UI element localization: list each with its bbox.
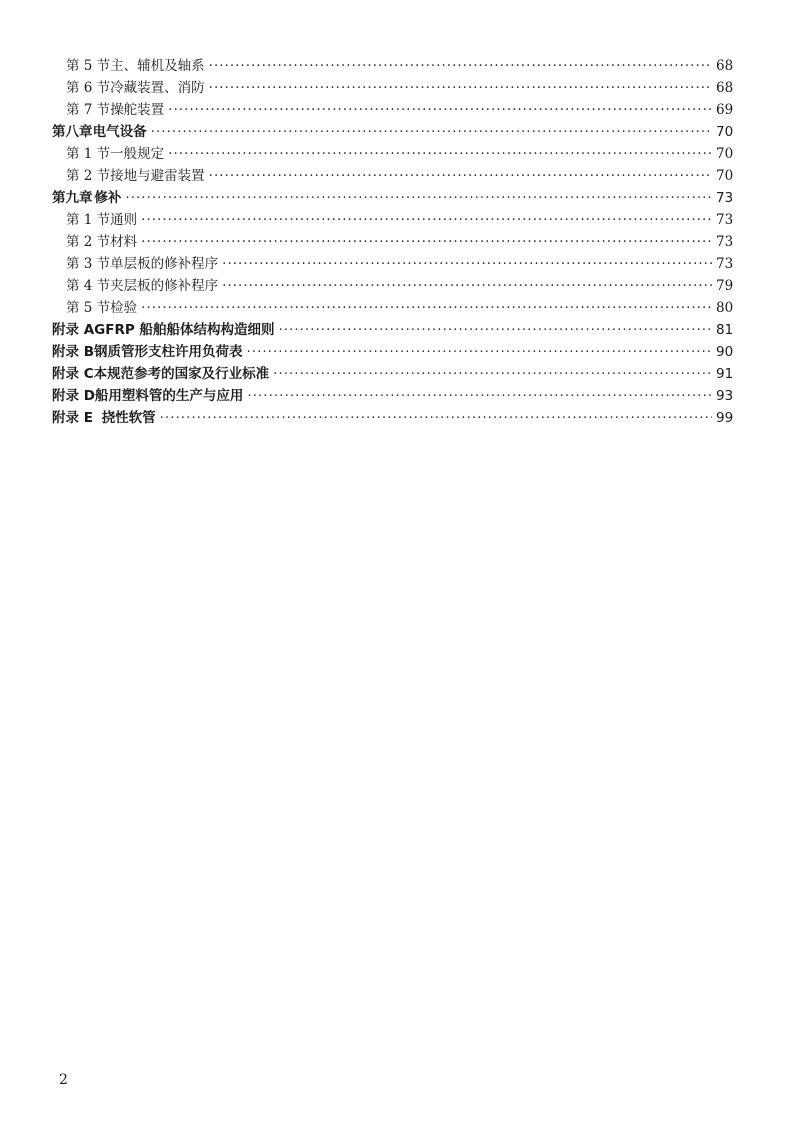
dot-leader [141,297,712,319]
toc-entry-title: 电气设备 [92,124,147,140]
dot-leader [151,121,712,143]
toc-entry-title: 钢质管形支柱许用负荷表 [94,344,243,360]
toc-entry-number: 第 2 节 [66,234,111,250]
toc-section-row[interactable] [52,77,732,99]
toc-entry-number: 附录 A [52,322,95,338]
toc-entry-title: GFRP 船舶船体结构构造细则 [94,322,275,338]
toc-appendix-row[interactable] [52,319,732,341]
dot-leader [141,209,712,231]
toc-entry-title: 夹层板的修补程序 [110,278,219,294]
toc-entry-page: 68 [716,58,734,74]
toc-entry-title: 检验 [110,300,138,316]
toc-entry-page: 73 [716,256,734,272]
page-number: 2 [59,1072,68,1088]
toc-entry-page: 93 [716,388,734,404]
dot-leader [209,165,712,187]
toc-entry-number: 附录 E [52,410,93,426]
toc-appendix-row[interactable] [52,385,732,407]
toc-section-row[interactable] [52,275,732,297]
toc-appendix-row[interactable] [52,407,732,429]
toc-section-row[interactable] [52,297,732,319]
toc-section-row[interactable] [52,143,732,165]
toc-entry-page: 70 [716,124,734,140]
toc-entry-title: 一般规定 [110,146,165,162]
toc-entry-number: 第 1 节 [66,212,111,228]
toc-section-row[interactable] [52,165,732,187]
toc-entry-page: 73 [716,212,734,228]
toc-entry-page: 81 [716,322,734,338]
toc-entry-page: 70 [716,146,734,162]
dot-leader [125,187,712,209]
toc-section-row[interactable] [52,55,732,77]
toc-entry-page: 73 [716,190,734,206]
dot-leader [168,143,712,165]
dot-leader [247,385,712,407]
dot-leader [141,231,712,253]
dot-leader [247,341,713,363]
toc-appendix-row[interactable] [52,363,732,385]
toc-section-row[interactable] [52,99,732,121]
toc-entry-page: 70 [716,168,734,184]
toc-entry-number: 第 7 节 [66,102,111,118]
dot-leader [222,275,712,297]
toc-entry-page: 90 [716,344,734,360]
toc-entry-number: 附录 D [52,388,95,404]
toc-entry-number: 第 3 节 [66,256,111,272]
toc-entry-page: 69 [716,102,734,118]
toc-entry-page: 80 [716,300,734,316]
toc-entry-page: 79 [716,278,734,294]
dot-leader [209,55,712,77]
toc-entry-number: 附录 B [52,344,94,360]
dot-leader [273,363,712,385]
toc-entry-number: 第 5 节 [66,58,111,74]
dot-leader [222,253,712,275]
dot-leader [160,407,712,429]
toc-entry-number: 第 6 节 [66,80,111,96]
toc-entry-number: 附录 C [52,366,94,382]
table-of-contents [52,55,732,429]
toc-entry-number: 第 2 节 [66,168,111,184]
toc-entry-title: 船用塑料管的生产与应用 [94,388,244,404]
toc-chapter-row[interactable] [52,187,732,209]
toc-entry-number: 第八章 [52,124,93,140]
toc-entry-title: 通则 [110,212,138,228]
toc-entry-title: 本规范参考的国家及行业标准 [93,366,270,382]
toc-entry-number: 第 5 节 [66,300,111,316]
dot-leader [209,77,712,99]
toc-section-row[interactable] [52,253,732,275]
toc-entry-title: 单层板的修补程序 [110,256,219,272]
toc-entry-title: 接地与避雷装置 [110,168,205,184]
toc-entry-title: 主、辅机及轴系 [110,58,205,74]
toc-section-row[interactable] [52,209,732,231]
toc-appendix-row[interactable] [52,341,732,363]
dot-leader [168,99,712,121]
toc-entry-title: 冷藏装置、消防 [110,80,205,96]
toc-section-row[interactable] [52,231,732,253]
toc-entry-page: 68 [716,80,734,96]
toc-entry-number: 第 4 节 [66,278,111,294]
toc-entry-number: 第 1 节 [66,146,111,162]
toc-entry-title: 挠性软管 [101,410,156,426]
toc-entry-page: 91 [716,366,734,382]
toc-entry-title: 操舵装置 [110,102,165,118]
toc-entry-page: 73 [716,234,734,250]
toc-entry-title: 修补 [94,190,122,206]
dot-leader [278,319,712,341]
toc-entry-title: 材料 [110,234,138,250]
toc-entry-number: 第九章 [52,190,93,206]
toc-entry-page: 99 [716,410,734,426]
toc-chapter-row[interactable] [52,121,732,143]
